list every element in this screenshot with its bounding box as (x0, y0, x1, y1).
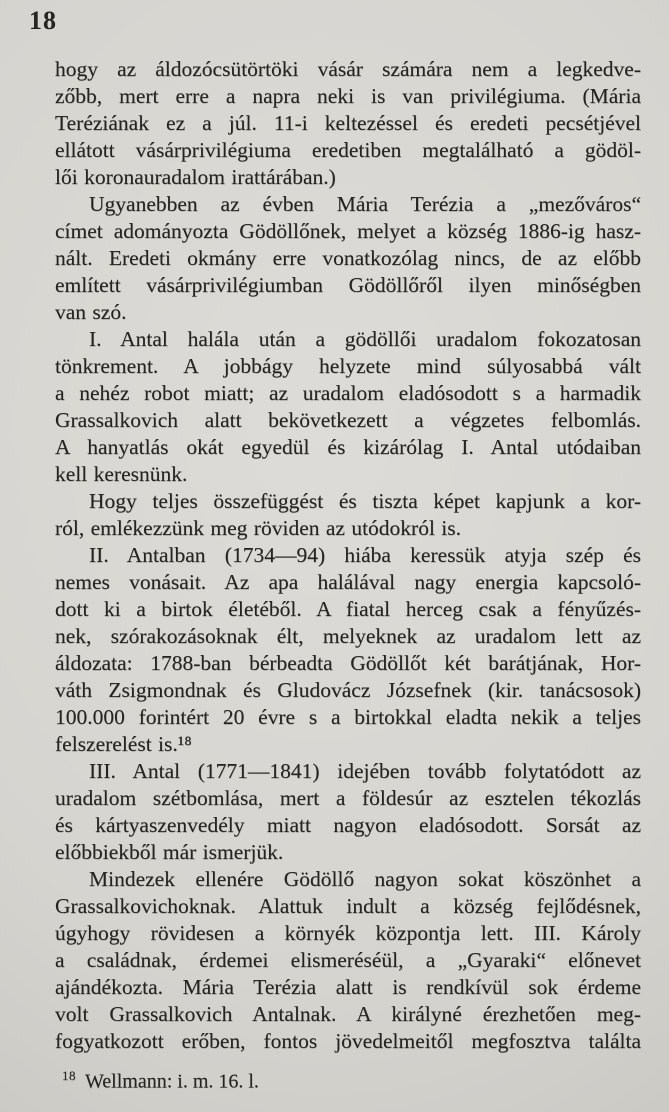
text-line: fogyatkozott erőben, fontos jövedelmeitől megfosztva találta (55, 1029, 641, 1053)
paragraph (55, 542, 641, 758)
text-line: a családnak, érdemei elismeréséül, a „Gyaraki“ előnevet (55, 948, 641, 972)
text-line: felszerelést is.¹⁸ (55, 732, 192, 756)
text-line: és kártyaszenvedély miatt nagyon eladósodott. Sorsát az (55, 813, 641, 837)
text-line: van szó. (55, 300, 127, 324)
text-line: III. Antal (1771—1841) idejében tovább folytatódott az (89, 759, 641, 783)
text-line: Grassalkovichoknak. Alattuk indult a község fejlődésnek, (55, 894, 641, 918)
text-line: nek, szórakozásoknak élt, melyeknek az uradalom lett az (55, 624, 641, 648)
text-line: említett vásárprivilégiumban Gödöllőről ilyen minőségben (55, 273, 641, 297)
text-line: nált. Eredeti okmány erre vonatkozólag nincs, de az előbb (55, 246, 641, 270)
text-line: a nehéz robot miatt; az uradalom eladósodott s a harmadik (55, 381, 641, 405)
text-line: Mindezek ellenére Gödöllő nagyon sokat köszönhet a (89, 867, 641, 891)
text-line: úgyhogy rövidesen a környék központja lett. III. Károly (55, 921, 641, 945)
page-body (55, 56, 641, 1055)
text-line: váth Zsigmondnak és Gludovácz Józsefnek (kir. tanácsosok) (55, 678, 641, 702)
paragraph (55, 758, 641, 866)
text-line: Teréziának ez a júl. 11-i keltezéssel és eredeti pecsétjével (55, 111, 641, 135)
text-line: tönkrement. A jobbágy helyzete mind súlyosabbá vált (55, 354, 641, 378)
text-line: áldozata: 1788-ban bérbeadta Gödöllőt két barátjának, Hor- (55, 651, 641, 675)
text-line: 100.000 forintért 20 évre s a birtokkal eladta nekik a teljes (55, 705, 641, 729)
text-line: nemes vonásait. Az apa halálával nagy energia kapcsoló- (55, 570, 641, 594)
paragraph (55, 866, 641, 1055)
text-line: ról, emlékezzünk meg röviden az utódokról is. (55, 516, 462, 540)
text-line: ajándékozta. Mária Terézia alatt is rendkívül sok érdeme (55, 975, 641, 999)
text-line: Hogy teljes összefüggést és tiszta képet kapjunk a kor- (89, 489, 641, 513)
text-line: II. Antalban (1734—94) hiába keressük atyja szép és (89, 543, 641, 567)
text-line: dott ki a birtok életéből. A fiatal herceg csak a fényűzés- (55, 597, 641, 621)
text-line: I. Antal halála után a gödöllői uradalom fokozatosan (89, 327, 641, 351)
footnote-marker: 18 (62, 1068, 76, 1083)
text-line: címet adományozta Gödöllőnek, melyet a község 1886-ig hasz- (55, 219, 641, 243)
paragraph (55, 326, 641, 488)
paragraph (55, 56, 641, 191)
text-line: Ugyanebben az évben Mária Terézia a „mezőváros“ (89, 192, 641, 216)
text-line: kell keresnünk. (55, 462, 188, 486)
text-line: uradalom szétbomlása, mert a földesúr az esztelen tékozlás (55, 786, 641, 810)
paragraph (55, 191, 641, 326)
text-line: A hanyatlás okát egyedül és kizárólag I. Antal utódaiban (55, 435, 641, 459)
text-line: hogy az áldozócsütörtöki vásár számára nem a legkedve- (55, 57, 641, 81)
paragraph (55, 488, 641, 542)
footnote (55, 1063, 641, 1095)
text-line: lői koronauradalom irattárában.) (55, 165, 336, 189)
footnote-text: Wellmann: i. m. 16. l. (85, 1070, 259, 1093)
text-line: volt Grassalkovich Antalnak. A királyné érezhetően meg- (55, 1002, 641, 1026)
text-line: zőbb, mert erre a napra neki is van privilégiuma. (Mária (55, 84, 641, 108)
text-line: ellátott vásárprivilégiuma eredetiben megtalálható a gödöl- (55, 138, 641, 162)
text-line: Grassalkovich alatt bekövetkezett a végzetes felbomlás. (55, 408, 641, 432)
text-line: előbbiekből már ismerjük. (55, 840, 284, 864)
page-number: 18 (29, 6, 57, 35)
